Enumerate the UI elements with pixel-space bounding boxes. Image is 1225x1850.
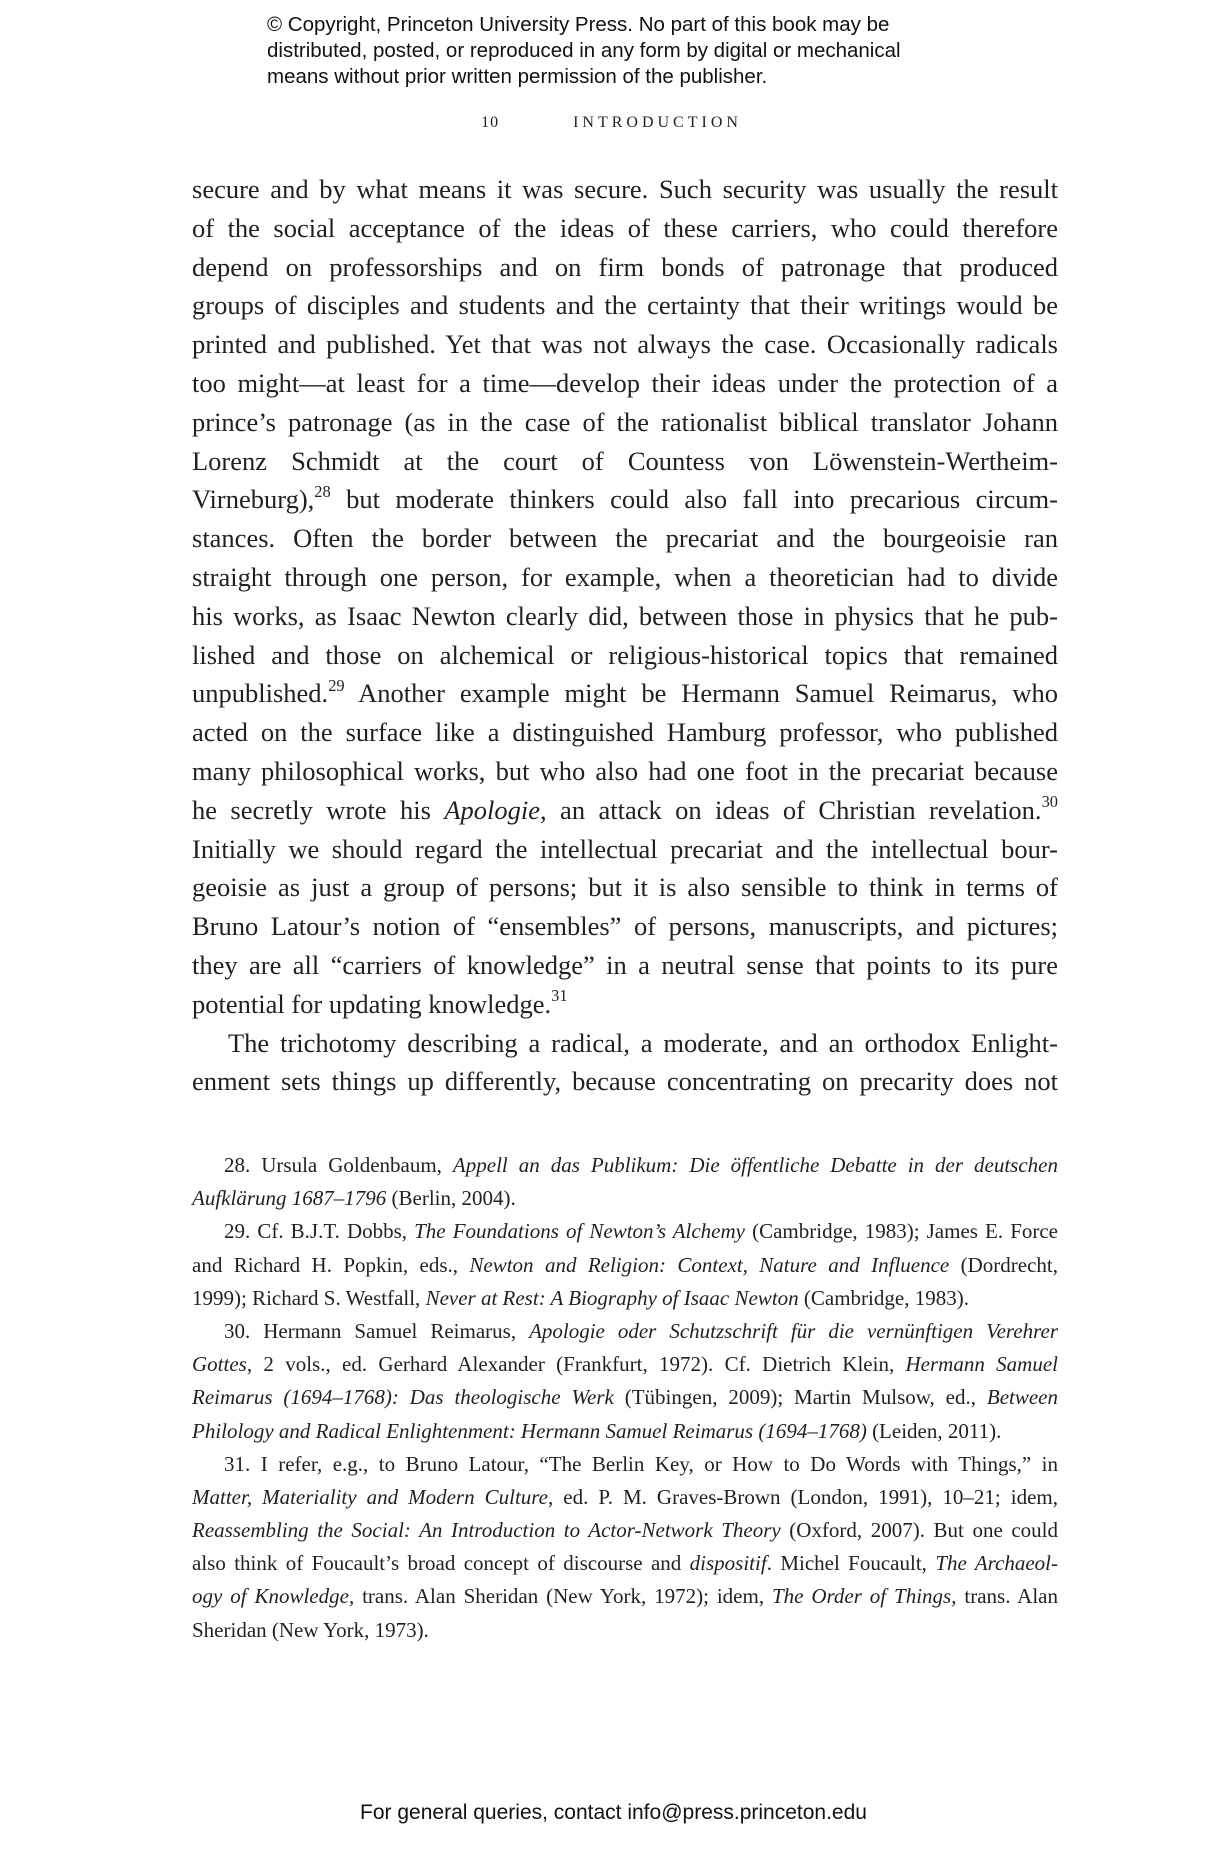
body-line [192,170,1058,209]
section-title: INTRODUCTION [573,114,742,131]
body-line [192,519,1058,558]
italic-title: Apologie [444,794,541,825]
text-run: Lorenz Schmidt at the court of Countess von Löwenstein-Wertheim- [192,445,1058,476]
text-run: straight through one person, for example, when a theoretician had to divide [192,561,1058,592]
body-line [192,1024,1058,1063]
body-line [192,364,1058,403]
footnote-line [192,1348,1058,1381]
copyright-notice [267,12,987,90]
body-line [192,403,1058,442]
text-run: 31. I refer, e.g., to Bruno Latour, “The Berlin Key, or How to Do Words with Things,” in [224,1451,1058,1476]
italic-title: Aufklärung 1687–1796 [192,1186,387,1211]
text-run: he secretly wrote his [192,794,445,825]
copyright-line: © Copyright, Princeton University Press. No part of this book may be [267,13,890,36]
italic-title: Reassembling the Social: An Introduction to Actor-Network Theory [192,1518,781,1543]
italic-title: Newton and Religion: Context, Nature and Influence [469,1252,950,1277]
text-run: also think of Foucault’s broad concept of discourse and [192,1551,690,1576]
body-line [192,830,1058,869]
body-line [192,325,1058,364]
body-line [192,713,1058,752]
text-run: , an attack on ideas of Christian revelation. [540,794,1042,825]
footnote-line [192,1448,1058,1481]
body-line [192,442,1058,481]
footnote-line [192,1282,1058,1315]
footnote-30 [192,1315,1058,1448]
body-line [192,985,1058,1024]
italic-title: dispositif [689,1551,767,1576]
footnote-reference: 29 [328,675,345,695]
text-run: groups of disciples and students and the certainty that their writings would be [192,290,1058,321]
text-run: 30. Hermann Samuel Reimarus, [224,1318,530,1343]
footnote-line [192,1547,1058,1580]
text-run: (Tübingen, 2009); Martin Mulsow, ed., [613,1385,987,1410]
body-line [192,480,1058,519]
body-line [192,674,1058,713]
text-run: enment sets things up differently, because concentrating on precarity does not [192,1066,1058,1097]
italic-title: Between [986,1385,1059,1410]
body-line [192,286,1058,325]
italic-title: Never at Rest: A Biography of Isaac Newton [425,1285,799,1310]
text-run: (Dordrecht, [949,1252,1059,1277]
text-run: Sheridan (New York, 1973). [192,1617,429,1642]
body-line [192,752,1058,791]
body-line [192,791,1058,830]
text-run: unpublished. [192,678,329,709]
footnote-line [192,1580,1058,1613]
body-line [192,558,1058,597]
footnote-line [192,1614,1058,1647]
text-run: his works, as Isaac Newton clearly did, between those in physics that he pub- [192,600,1058,631]
text-run: Bruno Latour’s notion of “ensembles” of persons, manuscripts, and pictures; [192,911,1058,942]
text-run: too might—at least for a time—develop their ideas under the protection of a [192,367,1058,398]
page-number: 10 [481,114,500,131]
copyright-line: means without prior written permission of the publisher. [267,65,768,88]
text-run: (Oxford, 2007). But one could [780,1518,1058,1543]
text-run: . Michel Foucault, [766,1551,936,1576]
footnote-line [192,1315,1058,1348]
body-line [192,597,1058,636]
footnote-31 [192,1448,1058,1647]
text-run: prince’s patronage (as in the case of the rationalist biblical translator Johann [192,406,1058,437]
text-run: secure and by what means it was secure. Such security was usually the result [192,174,1058,204]
footnote-line [192,1514,1058,1547]
body-line [192,946,1058,985]
footnote-reference: 30 [1041,792,1058,812]
footnote-line [192,1415,1058,1448]
text-run: Virneburg), [192,484,315,515]
italic-title: The Foundations of Newton’s Alchemy [414,1219,745,1244]
text-run: but moderate thinkers could also fall into precarious circum- [330,484,1058,515]
text-run: lished and those on alchemical or religious-historical topics that remained [192,639,1058,670]
text-run: many philosophical works, but who also had one foot in the precariat because [192,755,1058,786]
text-run: (Cambridge, 1983); James E. Force [745,1219,1059,1244]
body-line [192,209,1058,248]
italic-title: Hermann Samuel [905,1352,1058,1377]
footnote-28 [192,1149,1058,1215]
text-run: The trichotomy describing a radical, a moderate, and an orthodox Enlight- [228,1027,1058,1058]
text-run: , 2 vols., ed. Gerhard Alexander (Frankfurt, 1972). Cf. Dietrich Klein, [246,1352,906,1377]
body-line [192,636,1058,675]
text-run: , trans. Alan Sheridan (New York, 1972); idem, [348,1584,772,1609]
footnote-line [192,1215,1058,1248]
body-line [192,907,1058,946]
italic-title: The Archaeol- [935,1551,1059,1576]
text-run: printed and published. Yet that was not always the case. Occasionally radicals [192,329,1058,360]
text-run: Initially we should regard the intellectual precariat and the intellectual bour- [192,833,1058,864]
italic-title: Apologie oder Schutzschrift für die vernünftigen Verehrer [529,1318,1059,1343]
italic-title: The Order of Things [771,1584,952,1609]
italic-title: Philology and Radical Enlightenment: Hermann Samuel Reimarus (1694–1768) [192,1418,867,1443]
italic-title: Matter, Materiality and Modern Culture [192,1484,548,1509]
italic-title: Gottes [192,1352,247,1377]
text-run: geoisie as just a group of persons; but it is also sensible to think in terms of [192,872,1058,903]
italic-title: Reimarus (1694–1768): Das theologische Werk [192,1385,614,1410]
text-run: 28. Ursula Goldenbaum, [224,1153,453,1177]
footnote-line [192,1149,1058,1182]
footer-text: For general queries, contact info@press.princeton.edu [360,1801,867,1824]
text-run: they are all “carriers of knowledge” in a neutral sense that points to its pure [192,949,1058,980]
text-run: (Leiden, 2011). [866,1418,1002,1443]
footnotes [192,1149,1058,1647]
italic-title: Appell an das Publikum: Die öffentliche Debatte in der deutschen [452,1153,1058,1177]
copyright-line: distributed, posted, or reproduced in any form by digital or mechanical [267,39,901,62]
body-line [192,248,1058,287]
italic-title: ogy of Knowledge [192,1584,349,1609]
footnote-line [192,1249,1058,1282]
text-run: (Berlin, 2004). [386,1186,516,1211]
text-run: acted on the surface like a distinguished Hamburg professor, who published [192,717,1058,748]
body-line [192,1062,1058,1101]
text-run: depend on professorships and on firm bonds of patronage that produced [192,251,1058,282]
text-run: and Richard H. Popkin, eds., [192,1252,470,1277]
footnote-line [192,1182,1058,1215]
footnote-29 [192,1215,1058,1315]
footnote-line [192,1381,1058,1414]
text-run: Another example might be Hermann Samuel Reimarus, who [344,678,1058,709]
text-run: , ed. P. M. Graves-Brown (London, 1991), 10–21; idem, [548,1484,1058,1509]
text-run: potential for updating knowledge. [192,988,552,1019]
running-head [0,114,1225,132]
text-run: (Cambridge, 1983). [798,1285,969,1310]
footnote-reference: 31 [551,986,568,1006]
text-run: stances. Often the border between the precariat and the bourgeoisie ran [192,523,1058,554]
text-run: of the social acceptance of the ideas of these carriers, who could therefore [192,212,1058,243]
body-text [192,170,1058,1101]
text-run: 1999); Richard S. Westfall, [192,1285,426,1310]
body-line [192,868,1058,907]
footer-contact [0,1799,1225,1827]
footnote-line [192,1481,1058,1514]
text-run: , trans. Alan [951,1584,1059,1609]
footnote-reference: 28 [314,481,331,501]
text-run: 29. Cf. B.J.T. Dobbs, [224,1219,415,1244]
